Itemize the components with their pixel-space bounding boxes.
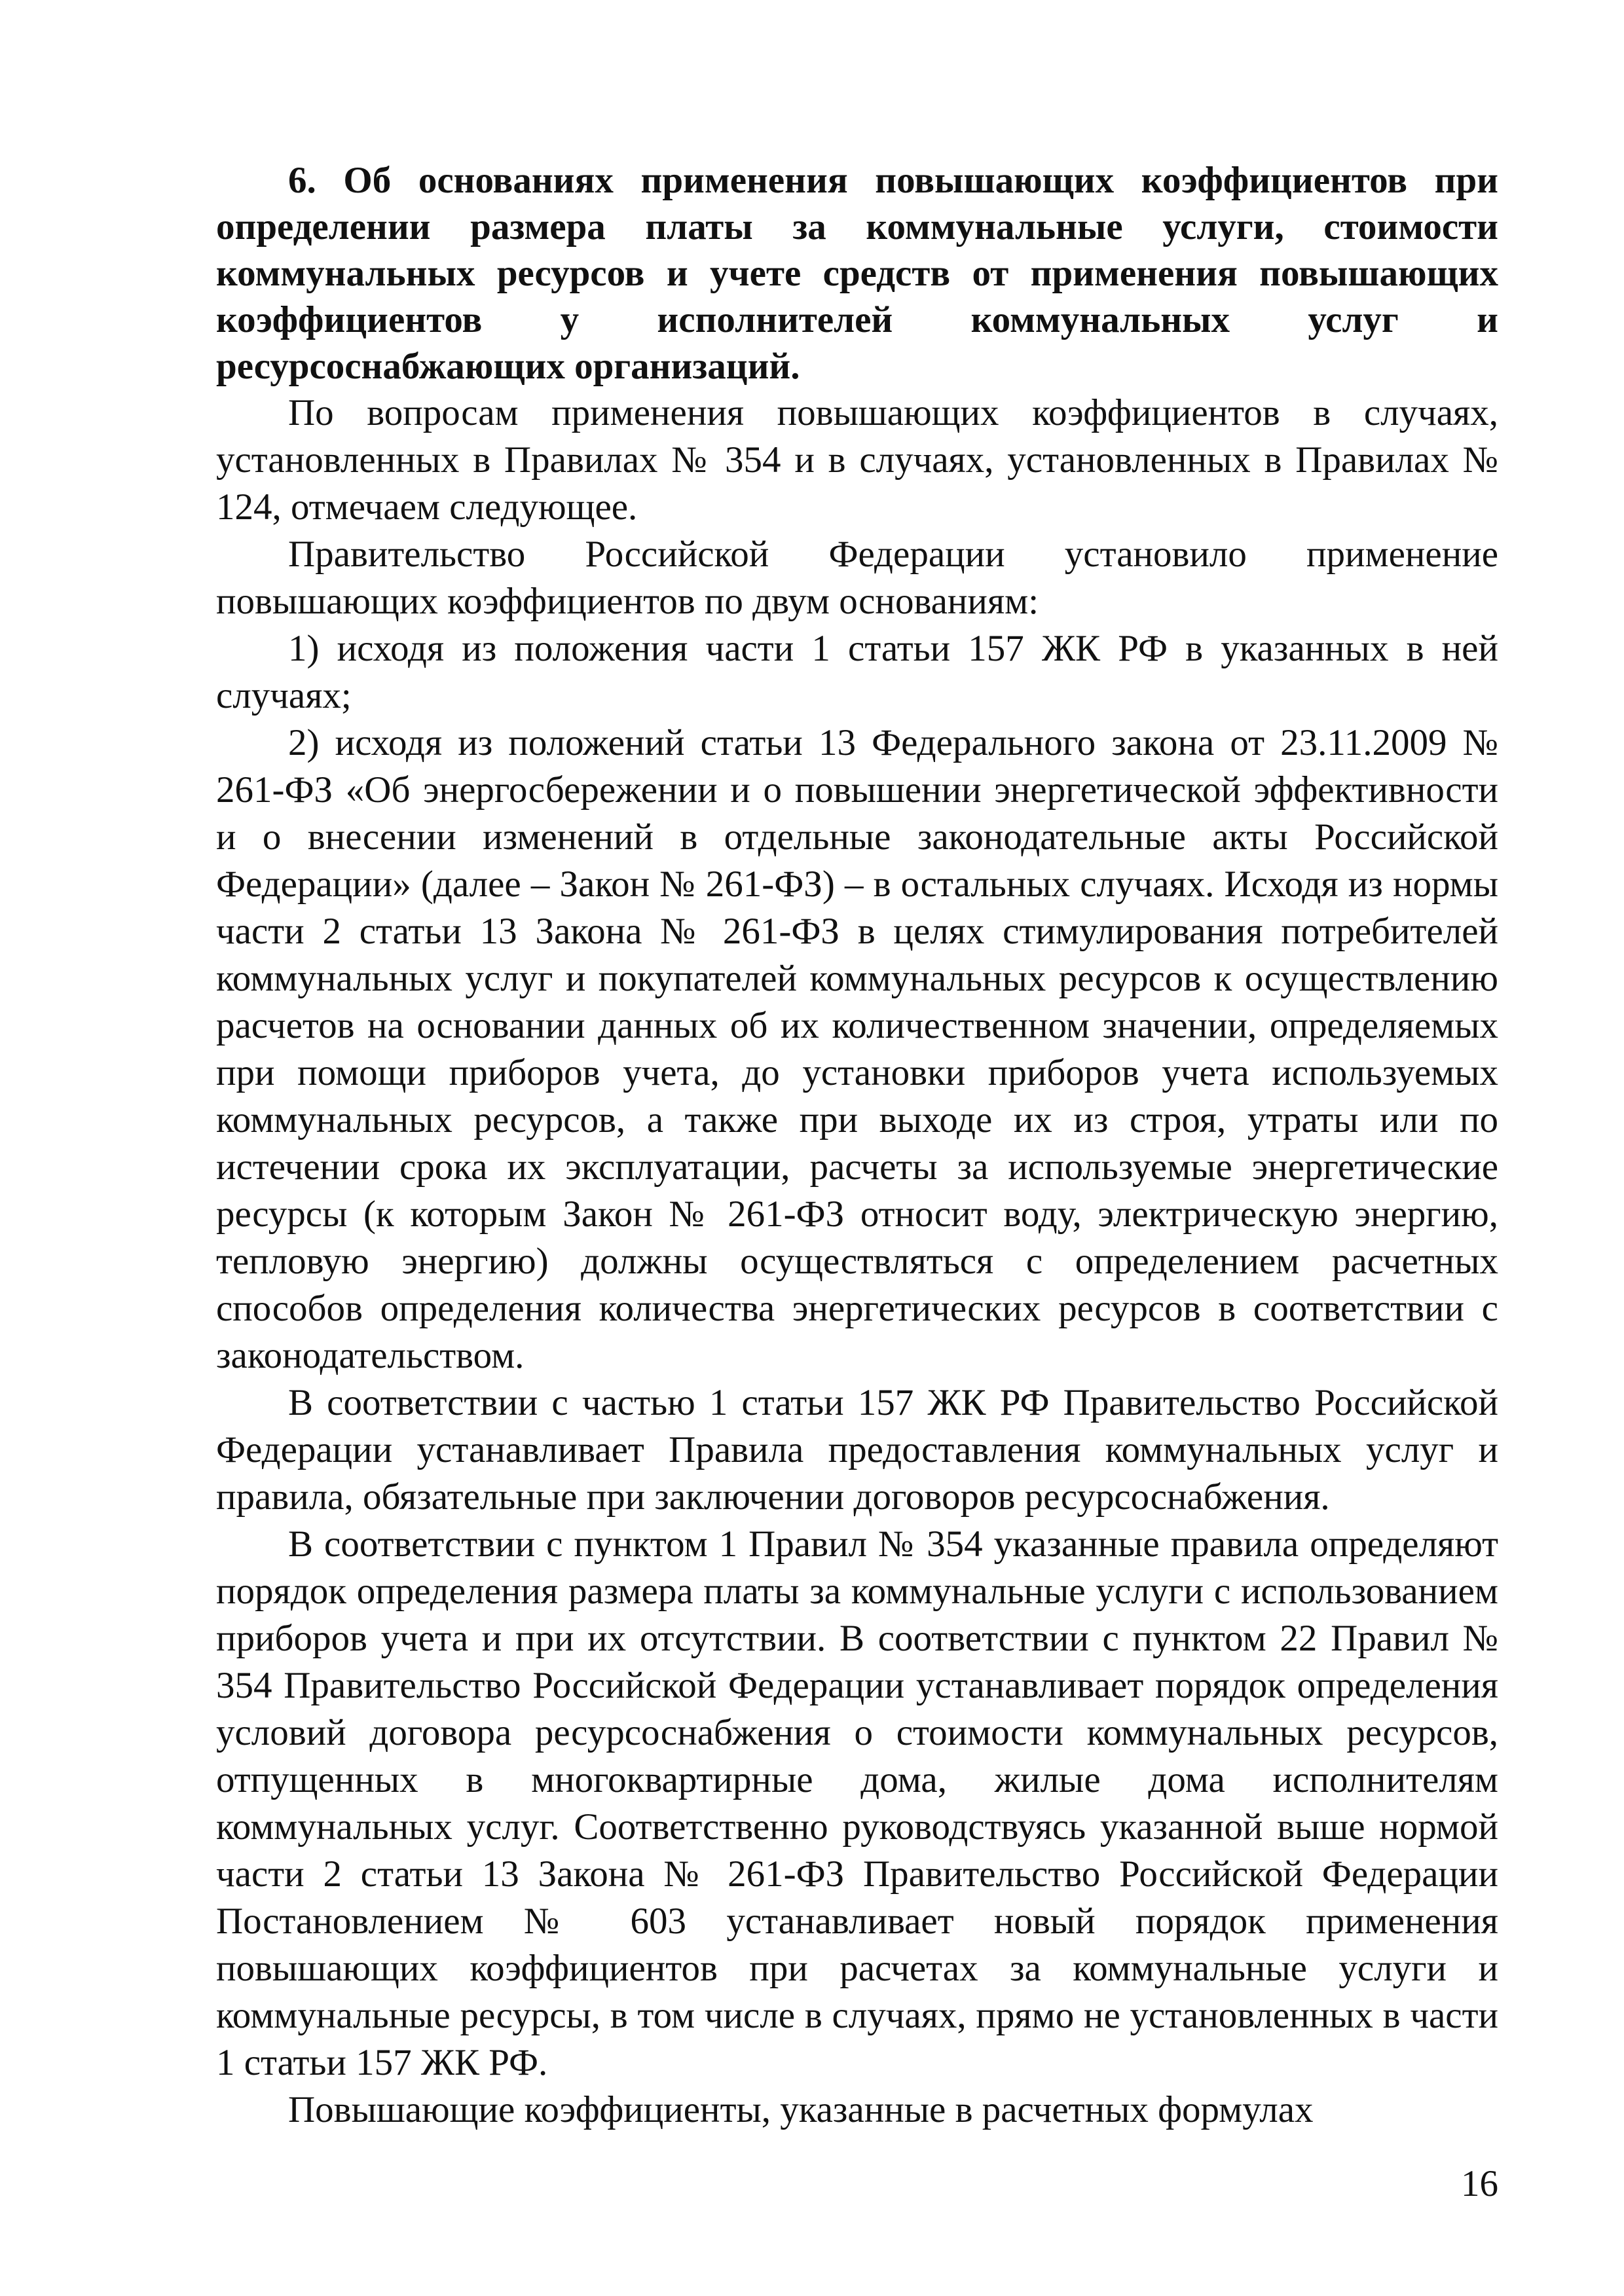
- paragraph-1: По вопросам применения повышающих коэффициентов в случаях, установленных в Правилах № 354 и в случаях, установленных в Правилах № 124, отмечаем следующее.: [216, 392, 1498, 528]
- paragraph-7: Повышающие коэффициенты, указанные в расчетных формулах: [288, 2089, 1314, 2130]
- paragraph-6: В соответствии с пунктом 1 Правил № 354 указанные правила определяют порядок определения размера платы за коммунальные услуги с использованием приборов учета и при их отсутствии. В соответствии с пунктом 22 Правил № 354 Правительство Российской Федерации устанавливает порядок определения условий договора ресурсоснабжения о стоимости коммунальных ресурсов, отпущенных в многоквартирные дома, жилые дома исполнителям коммунальных услуг. Соответственно руководствуясь указанной выше нормой части 2 статьи 13 Закона № 261-ФЗ Правительство Российской Федерации Постановлением № 603 устанавливает новый порядок применения повышающих коэффициентов при расчетах за коммунальные услуги и коммунальные ресурсы, в том числе в случаях, прямо не установленных в части 1 статьи 157 ЖК РФ.: [216, 1523, 1498, 2083]
- document-page: [216, 157, 1498, 2134]
- paragraph-4: 2) исходя из положений статьи 13 Федерального закона от 23.11.2009 № 261-ФЗ «Об энергосбережении и о повышении энергетической эффективности и о внесении изменений в отдельные законодательные акты Российской Федерации» (далее – Закон № 261-ФЗ) – в остальных случаях. Исходя из нормы части 2 статьи 13 Закона № 261-ФЗ в целях стимулирования потребителей коммунальных услуг и покупателей коммунальных ресурсов к осуществлению расчетов на основании данных об их количественном значении, определяемых при помощи приборов учета, до установки приборов учета используемых коммунальных ресурсов, а также при выходе их из строя, утраты или по истечении срока их эксплуатации, расчеты за используемые энергетические ресурсы (к которым Закон № 261-ФЗ относит воду, электрическую энергию, тепловую энергию) должны осуществляться с определением расчетных способов определения количества энергетических ресурсов в соответствии с законодательством.: [216, 722, 1498, 1376]
- paragraph-3: 1) исходя из положения части 1 статьи 157 ЖК РФ в указанных в ней случаях;: [216, 628, 1498, 716]
- paragraph-2: Правительство Российской Федерации установило применение повышающих коэффициентов по двум основаниям:: [216, 534, 1498, 622]
- page-number: 16: [1461, 2163, 1498, 2204]
- paragraph-5: В соответствии с частью 1 статьи 157 ЖК РФ Правительство Российской Федерации устанавливает Правила предоставления коммунальных услуг и правила, обязательные при заключении договоров ресурсоснабжения.: [216, 1382, 1498, 1518]
- section-heading: 6. Об основаниях применения повышающих коэффициентов при определении размера платы за коммунальные услуги, стоимости коммунальных ресурсов и учете средств от применения повышающих коэффициентов у исполнителей коммунальных услуг и ресурсоснабжающих организаций.: [216, 160, 1498, 387]
